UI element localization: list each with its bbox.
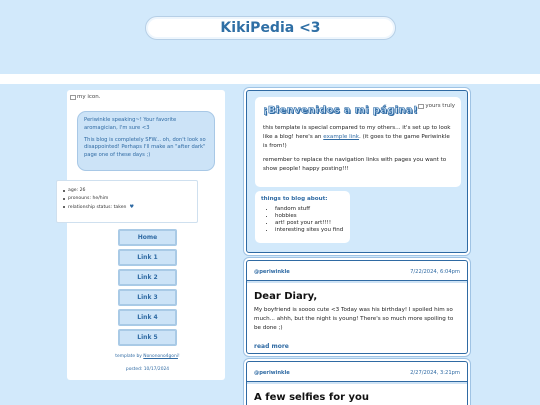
welcome-card [246, 90, 468, 253]
post-author[interactable]: @periwinkle [254, 269, 290, 275]
bullet-icon [63, 206, 65, 208]
welcome-text: this template is special compared to my others... it's set up to look like a blog! here's an example link. (it goes to the game Periwinkle is from!) remember to replace the navigation links with pages you want to show people! happy posting!!! [263, 124, 453, 174]
heart-icon: ♥ [129, 204, 134, 210]
nav-link-2-button[interactable]: Link 2 [118, 269, 177, 286]
credit-link[interactable]: Nononono4goni [143, 354, 178, 359]
bio-line: Periwinkle speaking~! Your favorite aromagician, I'm sure <3 [84, 117, 177, 131]
nav-home-button[interactable]: Home [118, 229, 177, 246]
welcome-panel [255, 97, 461, 187]
post-header [247, 261, 467, 281]
blog-post [246, 361, 468, 405]
post-header [247, 362, 467, 382]
sidebar-nav [118, 229, 177, 349]
header-band [0, 74, 540, 84]
nav-link-3-button[interactable]: Link 3 [118, 289, 177, 306]
site-title: KikiPedia <3 [145, 16, 396, 40]
template-credit: template by Nononono4goni! [115, 354, 180, 359]
things-to-blog-panel [255, 191, 350, 243]
info-item: relationship status: taken ♥ [63, 204, 191, 210]
info-item: age: 26 [63, 188, 191, 193]
avatar-alt-text: my icon. [77, 94, 101, 100]
things-title: things to blog about: [261, 196, 328, 202]
bullet-icon [63, 198, 65, 200]
bio-line: This blog is completely SFW... oh, don't look so disappointed! Perhaps I'll make an "after dark" page one of these days ;) [84, 136, 206, 159]
blog-post [246, 260, 468, 354]
list-item: • hobbies [275, 213, 344, 220]
example-link[interactable]: example link [323, 133, 360, 140]
profile-info [56, 180, 198, 223]
info-item: pronouns: he/him [63, 196, 191, 201]
avatar [70, 94, 101, 100]
broken-image-icon [418, 104, 424, 109]
nav-link-5-button[interactable]: Link 5 [118, 329, 177, 346]
post-author[interactable]: @periwinkle [254, 370, 290, 376]
nav-link-1-button[interactable]: Link 1 [118, 249, 177, 266]
post-date: 7/22/2024, 6:04pm [410, 269, 460, 275]
welcome-title: ¡Bienvenidos a mi página! [263, 105, 418, 116]
list-item: • interesting sites you find [275, 227, 344, 234]
profile-image: yours truly [418, 103, 455, 109]
post-date: 2/27/2024, 3:21pm [410, 370, 460, 376]
post-title: Dear Diary, [254, 291, 318, 302]
broken-image-icon [70, 95, 76, 100]
nav-link-4-button[interactable]: Link 4 [118, 309, 177, 326]
posted-date: posted: 10/17/2024 [125, 367, 170, 372]
read-more-link[interactable]: read more [254, 342, 289, 350]
post-title: A few selfies for you [254, 392, 370, 403]
post-body: My boyfriend is soooo cute <3 Today was his birthday! I spoiled him so much... ahhh, but the night is young! There's so much more spoiling to be done ;) [254, 307, 454, 331]
bullet-icon [63, 190, 65, 192]
list-item: • art! post your art!!!! [275, 220, 344, 227]
reminder-text: remember to replace the navigation links with pages you want to show people! happy posting!!! [263, 156, 447, 172]
list-item: • fandom stuff [275, 206, 344, 213]
bio-bubble [77, 111, 215, 171]
